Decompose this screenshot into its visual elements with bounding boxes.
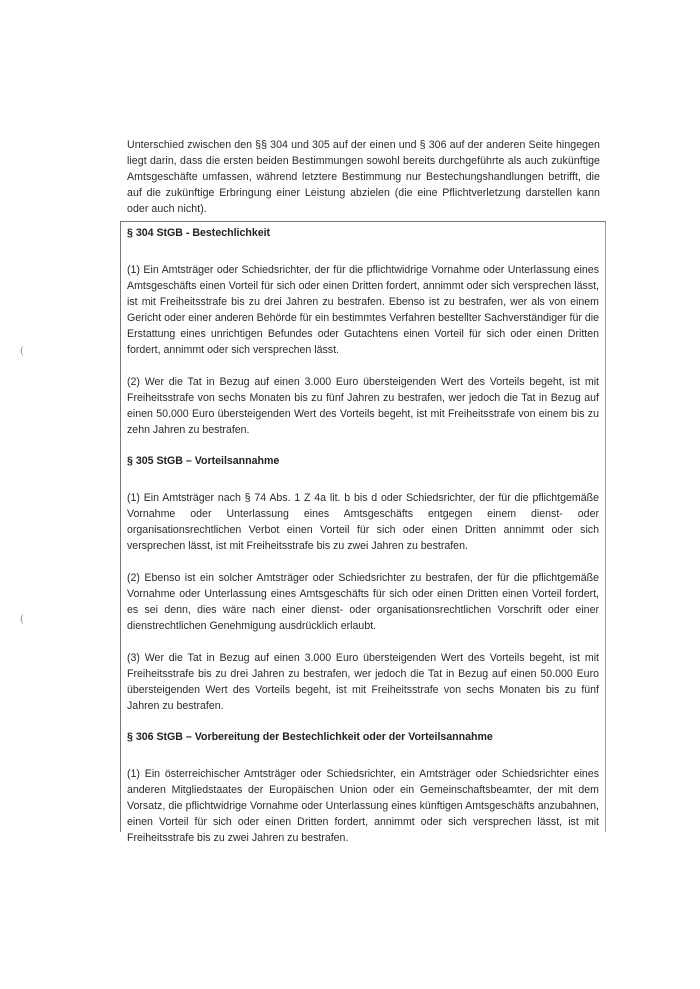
section-304-paragraph-2: (2) Wer die Tat in Bezug auf einen 3.000 Euro übersteigenden Wert des Vorteils begeht, ist mit Freiheitsstrafe von sechs Monaten bis zu fünf Jahren zu bestrafen, wer jedoch die Tat in Bezug auf einen 50.000 Euro übersteigenden Wert des Vorteils begeht, ist mit Freiheitsstrafe von einem bis zu zehn Jahren zu bestrafen. — [127, 376, 599, 436]
section-305-paragraph-3: (3) Wer die Tat in Bezug auf einen 3.000 Euro übersteigenden Wert des Vorteils begeht, ist mit Freiheitsstrafe bis zu drei Jahren zu bestrafen, wer jedoch die Tat in Bezug auf einen 50.000 Euro übersteigenden Wert des Vorteils begeht, ist mit Freiheitsstrafe von sechs Monaten bis zu fünf Jahren zu bestrafen. — [127, 652, 599, 712]
section-304-heading: § 304 StGB - Bestechlichkeit — [127, 227, 271, 239]
section-304-paragraph-1: (1) Ein Amtsträger oder Schiedsrichter, der für die pflichtwidrige Vornahme oder Unterlassung eines Amtsgeschäfts einen Vorteil für sich oder einen Dritten fordert, annimmt oder sich versprechen lässt, ist mit Freiheitsstrafe bis zu drei Jahren zu bestrafen. Ebenso ist zu bestrafen, wer als von einem Gericht oder einer anderen Behörde für ein bestimmtes Verfahren bestellter Sachverständiger für die Erstattung eines unrichtigen Befundes oder Gutachtens einen Vorteil für sich oder einen Dritten fordert, annimmt oder sich versprechen lässt. — [127, 264, 599, 356]
margin-mark: ( — [20, 614, 24, 625]
section-306-paragraph-1: (1) Ein österreichischer Amtsträger oder Schiedsrichter, ein Amtsträger oder Schiedsrichter eines anderen Mitgliedstaates der Europäischen Union oder ein Gemeinschaftsbeamter, der mit dem Vorsatz, die pflichtwidrige Vornahme oder Unterlassung eines künftigen Amtsgeschäfts anzubahnen, einen Vorteil für sich oder einen Dritten fordert, annimmt oder sich versprechen lässt, ist mit Freiheitsstrafe bis zu zwei Jahren zu bestrafen. — [127, 768, 599, 844]
margin-mark: ( — [20, 346, 24, 357]
section-305-heading: § 305 StGB – Vorteilsannahme — [127, 455, 280, 467]
section-305-paragraph-1: (1) Ein Amtsträger nach § 74 Abs. 1 Z 4a lit. b bis d oder Schiedsrichter, der für die pflichtgemäße Vornahme oder Unterlassung eines Amtsgeschäfts entgegen einem dienst- oder organisationsrechtlichen Verbot einen Vorteil für sich oder einen Dritten annimmt oder sich versprechen lässt, ist mit Freiheitsstrafe bis zu zwei Jahren zu bestrafen. — [127, 492, 599, 552]
intro-paragraph: Unterschied zwischen den §§ 304 und 305 auf der einen und § 306 auf der anderen Seite hingegen liegt darin, dass die ersten beiden Bestimmungen sowohl bereits durchgeführte als auch zukünftige Amtsgeschäfte umfassen, während letztere Bestimmung nur Bestechungshandlungen betrifft, die auf die zukünftige Erbringung einer Leistung abzielen (die eine Pflichtverletzung darstellen kann oder auch nicht). — [127, 138, 600, 215]
section-306-heading: § 306 StGB – Vorbereitung der Bestechlichkeit oder der Vorteilsannahme — [127, 731, 493, 743]
section-305-paragraph-2: (2) Ebenso ist ein solcher Amtsträger oder Schiedsrichter zu bestrafen, der für die pflichtgemäße Vornahme oder Unterlassung eines Amtsgeschäfts für sich oder einen Dritten einen Vorteil fordert, es sei denn, dies wäre nach einer dienst- oder organisationsrechtlichen Vorschrift oder einer dienstrechtlichen Genehmigung ausdrücklich erlaubt. — [127, 572, 599, 632]
statute-box — [120, 221, 606, 844]
